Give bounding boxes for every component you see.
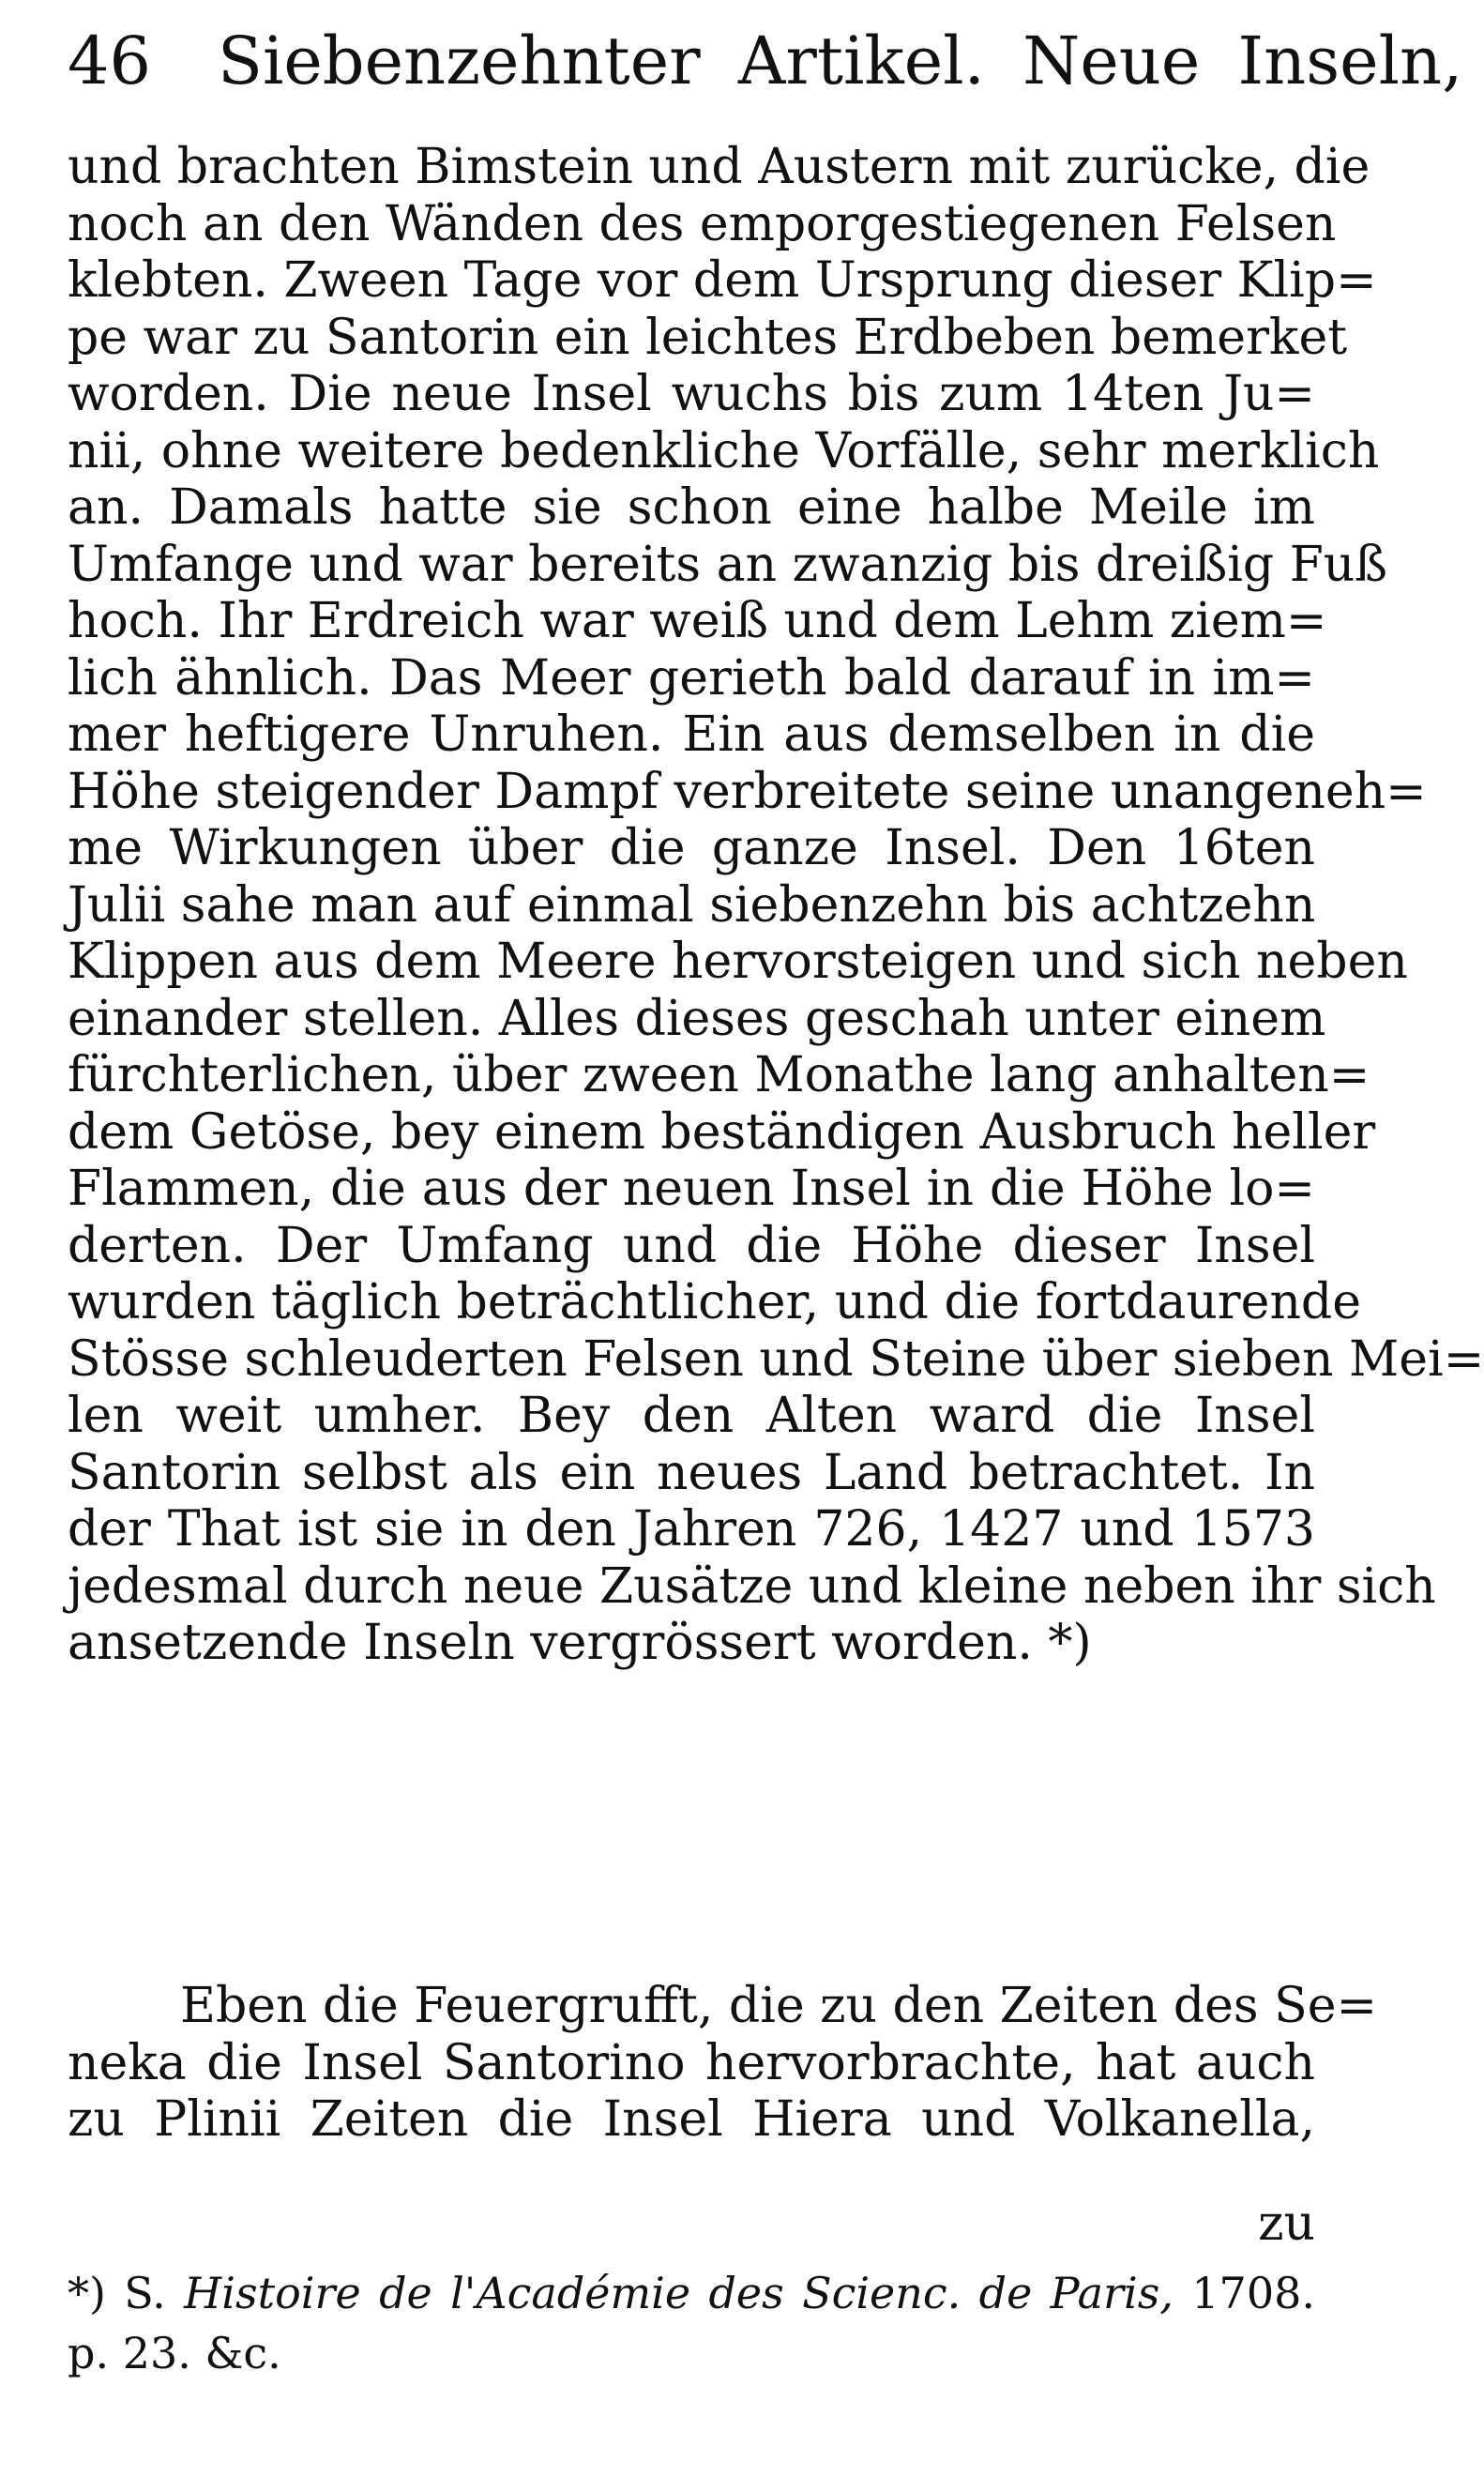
text-line: klebten. Zween Tage vor dem Ursprung dieser Klip= — [68, 252, 1377, 309]
text-line: Umfange und war bereits an zwanzig bis dreißig Fuß — [68, 536, 1388, 593]
paragraph-2 — [68, 1978, 1378, 2149]
text-line: mer heftigere Unruhen. Ein aus demselben in die — [68, 707, 1315, 763]
text-line: derten. Der Umfang und die Höhe dieser Insel — [68, 1217, 1315, 1274]
text-line: ansetzende Inseln vergrössert worden. *) — [68, 1615, 1092, 1671]
text-line: me Wirkungen über die ganze Insel. Den 16ten — [68, 820, 1315, 876]
text-line: nii, ohne weitere bedenkliche Vorfälle, sehr merklich — [68, 422, 1380, 479]
page-header — [68, 9, 1463, 113]
text-line: zu Plinii Zeiten die Insel Hiera und Volkanella, — [68, 2091, 1315, 2148]
running-head: Siebenzehnter Artikel. Neue Inseln, — [218, 23, 1463, 99]
footnote-marker: *) S. — [68, 2268, 166, 2318]
text-line: dem Getöse, bey einem beständigen Ausbruch heller — [68, 1103, 1376, 1161]
text-line: hoch. Ihr Erdreich war weiß und dem Lehm ziem= — [68, 593, 1327, 649]
text-line: und brachten Bimstein und Austern mit zurücke, die — [68, 139, 1370, 195]
footnote — [68, 2263, 1315, 2383]
text-line: der That ist sie in den Jahren 726, 1427 und 1573 — [68, 1501, 1315, 1558]
text-line: einander stellen. Alles dieses geschah unter einem — [68, 990, 1326, 1047]
text-line: pe war zu Santorin ein leichtes Erdbeben bemerket — [68, 309, 1348, 366]
text-line: wurden täglich beträchtlicher, und die fortdaurende — [68, 1274, 1361, 1330]
text-line: Klippen aus dem Meere hervorsteigen und sich neben — [68, 934, 1408, 990]
text-line: fürchterlichen, über zween Monathe lang anhalten= — [68, 1047, 1370, 1103]
text-line: lich ähnlich. Das Meer gerieth bald darauf in im= — [68, 649, 1315, 707]
footnote-line — [68, 2263, 1315, 2323]
text-line: len weit umher. Bey den Alten ward die Insel — [68, 1388, 1315, 1444]
text-line: noch an den Wänden des emporgestiegenen Felsen — [68, 195, 1337, 252]
paragraph-1 — [68, 139, 1484, 1672]
footnote-work-title: Histoire de l'Académie des Scienc. de Paris, — [184, 2268, 1174, 2318]
text-line: neka die Insel Santorino hervorbrachte, hat auch — [68, 2034, 1315, 2091]
footnote-year: 1708. — [1191, 2268, 1315, 2318]
text-line: Julii sahe man auf einmal siebenzehn bis achtzehn — [68, 876, 1316, 934]
text-line: Höhe steigender Dampf verbreitete seine unangeneh= — [68, 763, 1427, 820]
catchword: zu — [1258, 2196, 1315, 2252]
text-line: worden. Die neue Insel wuchs bis zum 14ten Ju= — [68, 366, 1315, 422]
footnote-line: p. 23. &c. — [68, 2328, 281, 2378]
text-line: Stösse schleuderten Felsen und Steine über sieben Mei= — [68, 1330, 1484, 1388]
text-line: Flammen, die aus der neuen Insel in die Höhe lo= — [68, 1161, 1315, 1217]
text-line: jedesmal durch neue Zusätze und kleine neben ihr sich — [68, 1558, 1436, 1615]
page-number: 46 — [68, 23, 152, 99]
text-line: Eben die Feuergrufft, die zu den Zeiten des Se= — [180, 1978, 1378, 2034]
text-line: Santorin selbst als ein neues Land betrachtet. In — [68, 1444, 1315, 1501]
text-line: an. Damals hatte sie schon eine halbe Meile im — [68, 479, 1315, 536]
